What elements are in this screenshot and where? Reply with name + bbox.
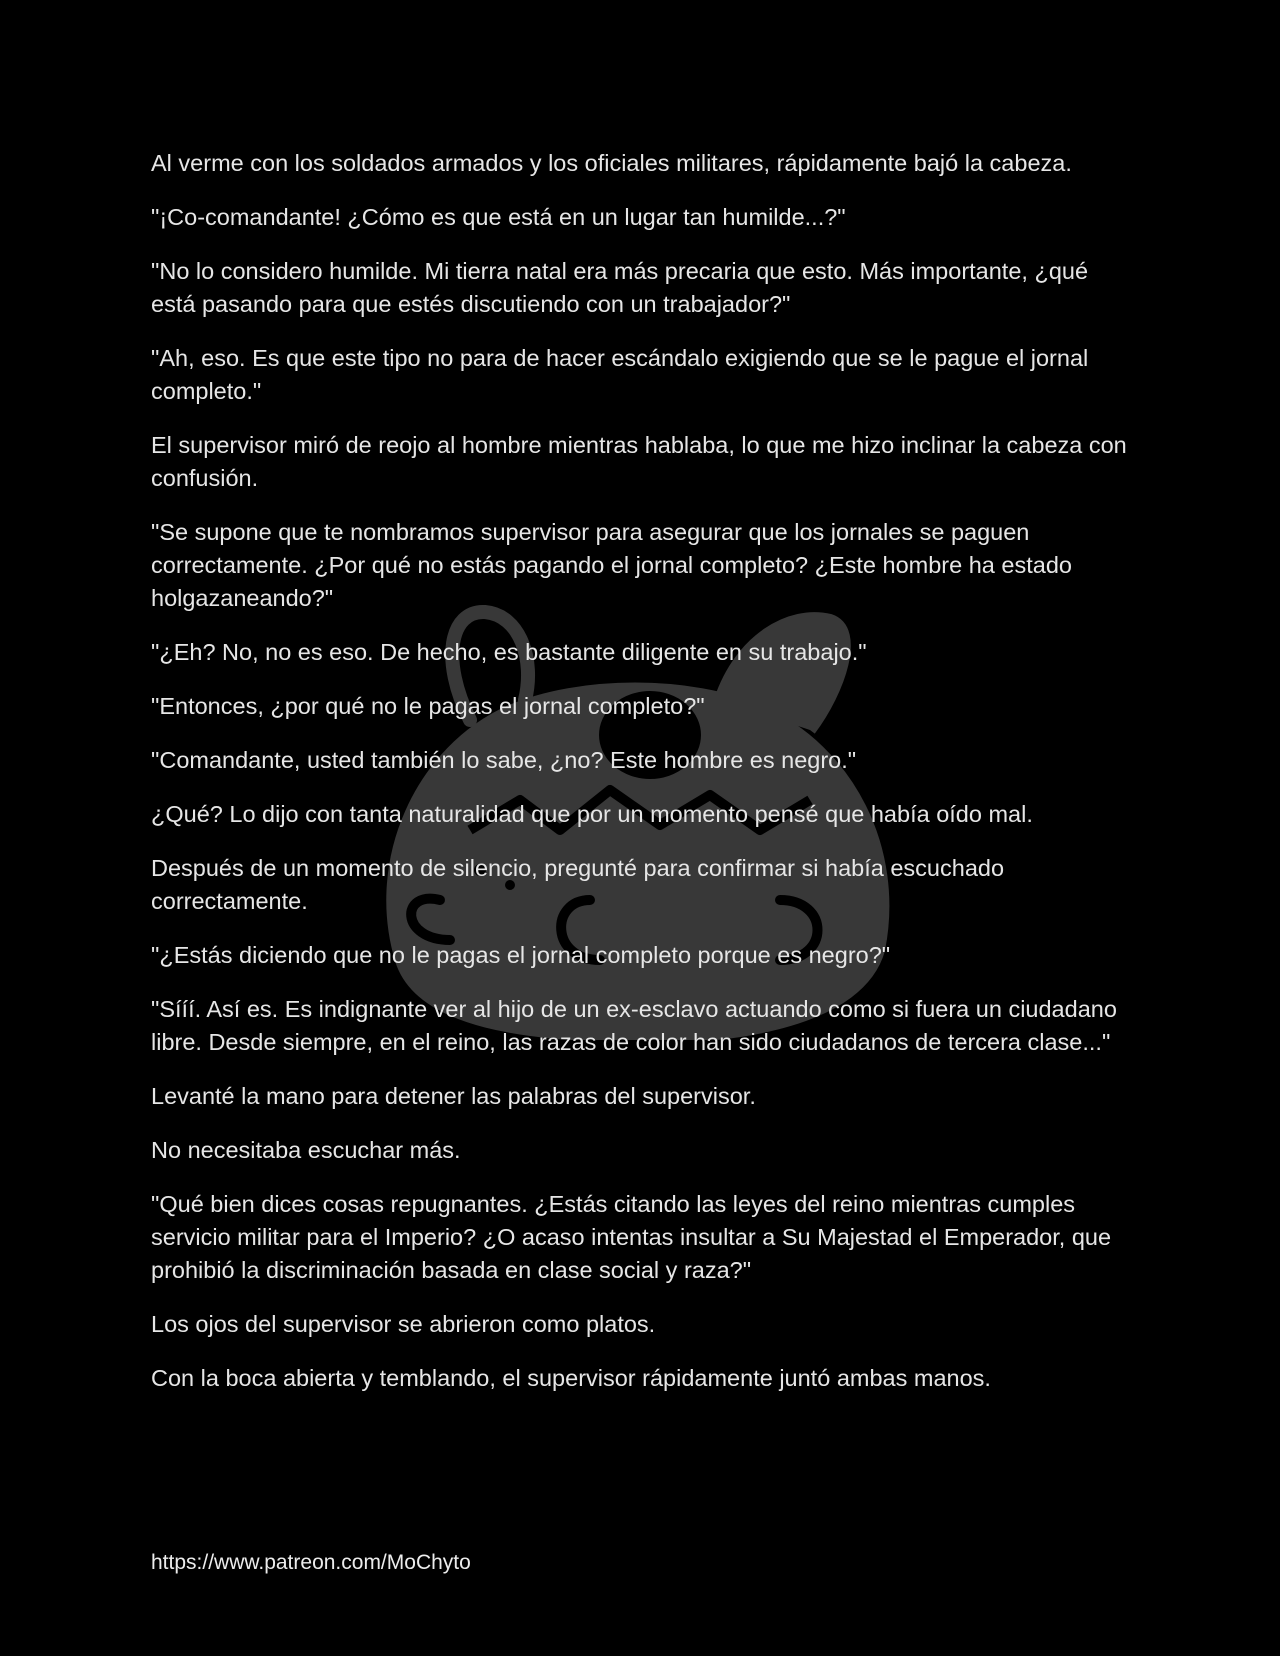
paragraph: "Ah, eso. Es que este tipo no para de hacer escándalo exigiendo que se le pague el jornal completo." bbox=[151, 345, 1089, 404]
paragraph: "Qué bien dices cosas repugnantes. ¿Estás citando las leyes del reino mientras cumples servicio militar para el Imperio? ¿O acaso intentas insultar a Su Majestad el Emperador, que prohibió la discriminación basada en clase social y raza?" bbox=[151, 1191, 1112, 1283]
paragraph: El supervisor miró de reojo al hombre mientras hablaba, lo que me hizo inclinar la cabeza con confusión. bbox=[151, 432, 1127, 491]
paragraph: "Entonces, ¿por qué no le pagas el jornal completo?" bbox=[151, 693, 705, 719]
paragraph: ¿Qué? Lo dijo con tanta naturalidad que por un momento pensé que había oído mal. bbox=[151, 801, 1033, 827]
paragraph: Al verme con los soldados armados y los oficiales militares, rápidamente bajó la cabeza. bbox=[151, 150, 1072, 176]
paragraph: Después de un momento de silencio, pregunté para confirmar si había escuchado correctamente. bbox=[151, 855, 1005, 914]
paragraph: Los ojos del supervisor se abrieron como platos. bbox=[151, 1311, 656, 1337]
paragraph: No necesitaba escuchar más. bbox=[151, 1137, 461, 1163]
paragraph: Con la boca abierta y temblando, el supervisor rápidamente juntó ambas manos. bbox=[151, 1365, 991, 1391]
paragraph: "¡Co-comandante! ¿Cómo es que está en un lugar tan humilde...?" bbox=[151, 204, 846, 230]
body-text bbox=[151, 147, 1131, 1416]
paragraph: "Se supone que te nombramos supervisor para asegurar que los jornales se paguen correctamente. ¿Por qué no estás pagando el jornal completo? ¿Este hombre ha estado holgazaneando?" bbox=[151, 519, 1072, 611]
paragraph: "¿Estás diciendo que no le pagas el jornal completo porque es negro?" bbox=[151, 942, 891, 968]
patreon-link[interactable]: https://www.patreon.com/MoChyto bbox=[151, 1551, 471, 1574]
paragraph: "Comandante, usted también lo sabe, ¿no? Este hombre es negro." bbox=[151, 747, 857, 773]
paragraph: "No lo considero humilde. Mi tierra natal era más precaria que esto. Más importante, ¿qué está pasando para que estés discutiendo con un trabajador?" bbox=[151, 258, 1089, 317]
paragraph: "¿Eh? No, no es eso. De hecho, es bastante diligente en su trabajo." bbox=[151, 639, 867, 665]
paragraph: Levanté la mano para detener las palabras del supervisor. bbox=[151, 1083, 756, 1109]
paragraph: "Sííí. Así es. Es indignante ver al hijo de un ex-esclavo actuando como si fuera un ciudadano libre. Desde siempre, en el reino, las razas de color han sido ciudadanos de tercera clase..." bbox=[151, 996, 1117, 1055]
